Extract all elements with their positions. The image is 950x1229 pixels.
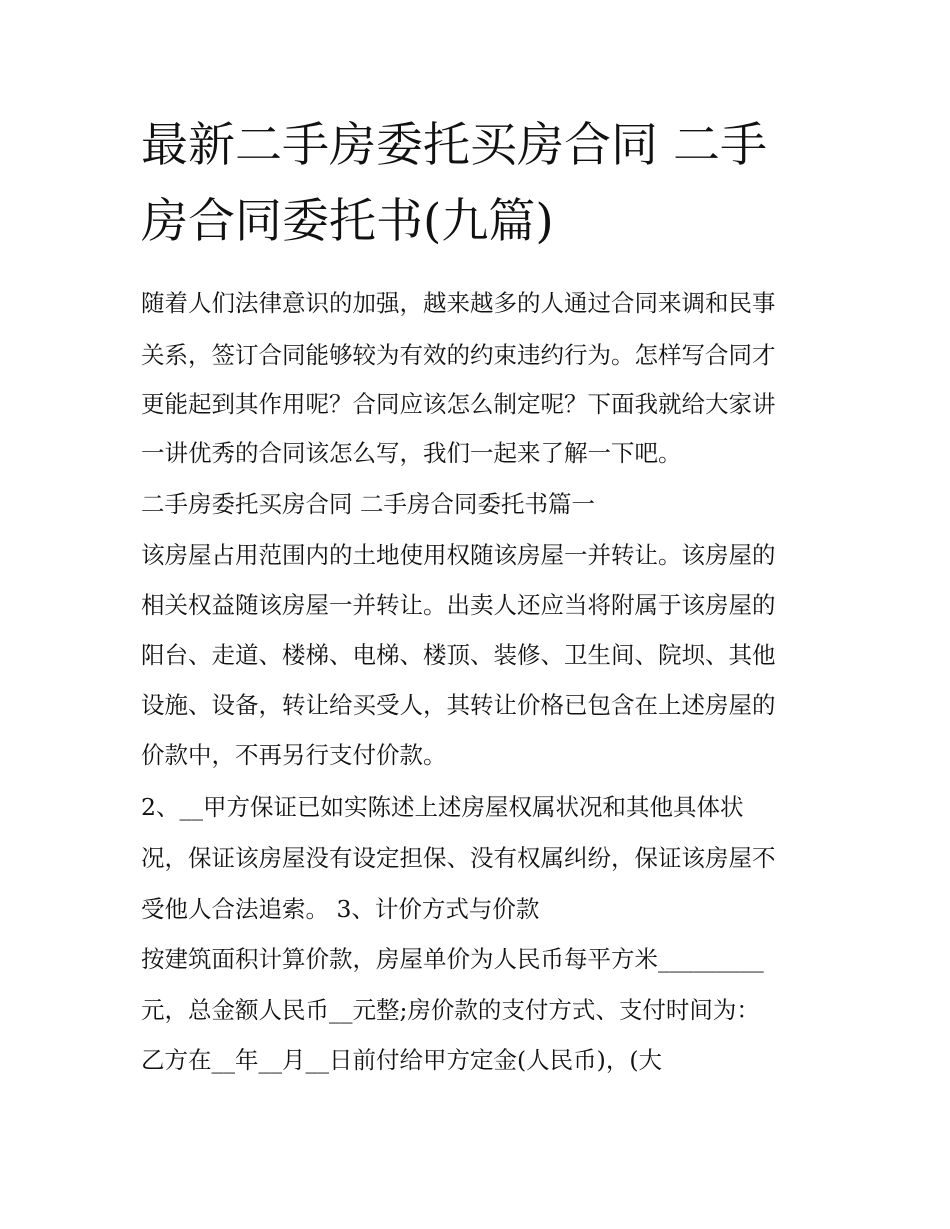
section-heading: 二手房委托买房合同 二手房合同委托书篇一 — [141, 490, 595, 518]
body-line: 况，保证该房屋没有设定担保、没有权属纠纷，保证该房屋不 — [141, 844, 776, 872]
body-line: 随着人们法律意识的加强，越来越多的人通过合同来调和民事 — [141, 289, 776, 317]
body-line: 元，总金额人民币__元整;房价款的支付方式、支付时间为： — [141, 996, 760, 1024]
body-line: 一讲优秀的合同该怎么写，我们一起来了解一下吧。 — [141, 439, 682, 467]
body-line: 相关权益随该房屋一并转让。出卖人还应当将附属于该房屋的 — [141, 591, 776, 619]
body-line: 按建筑面积计算价款，房屋单价为人民币每平方米_________ — [141, 945, 764, 973]
body-line: 关系，签订合同能够较为有效的约束违约行为。怎样写合同才 — [141, 341, 776, 369]
body-line: 2、__甲方保证已如实陈述上述房屋权属状况和其他具体状 — [141, 793, 744, 821]
body-line: 价款中，不再另行支付价款。 — [141, 741, 447, 769]
document-title-line-2: 房合同委托书(九篇) — [141, 194, 554, 249]
body-line: 设施、设备，转让给买受人，其转让价格已包含在上述房屋的 — [141, 691, 776, 719]
document-title-line-1: 最新二手房委托买房合同 二手 — [141, 118, 767, 173]
body-line: 受他人合法追索。 3、计价方式与价款 — [141, 895, 540, 923]
body-line: 阳台、走道、楼梯、电梯、楼顶、装修、卫生间、院坝、其他 — [141, 641, 776, 669]
body-line: 更能起到其作用呢？合同应该怎么制定呢？下面我就给大家讲 — [141, 390, 776, 418]
body-line: 乙方在__年__月__日前付给甲方定金(人民币)，(大 — [141, 1046, 663, 1074]
body-line: 该房屋占用范围内的土地使用权随该房屋一并转让。该房屋的 — [141, 541, 776, 569]
